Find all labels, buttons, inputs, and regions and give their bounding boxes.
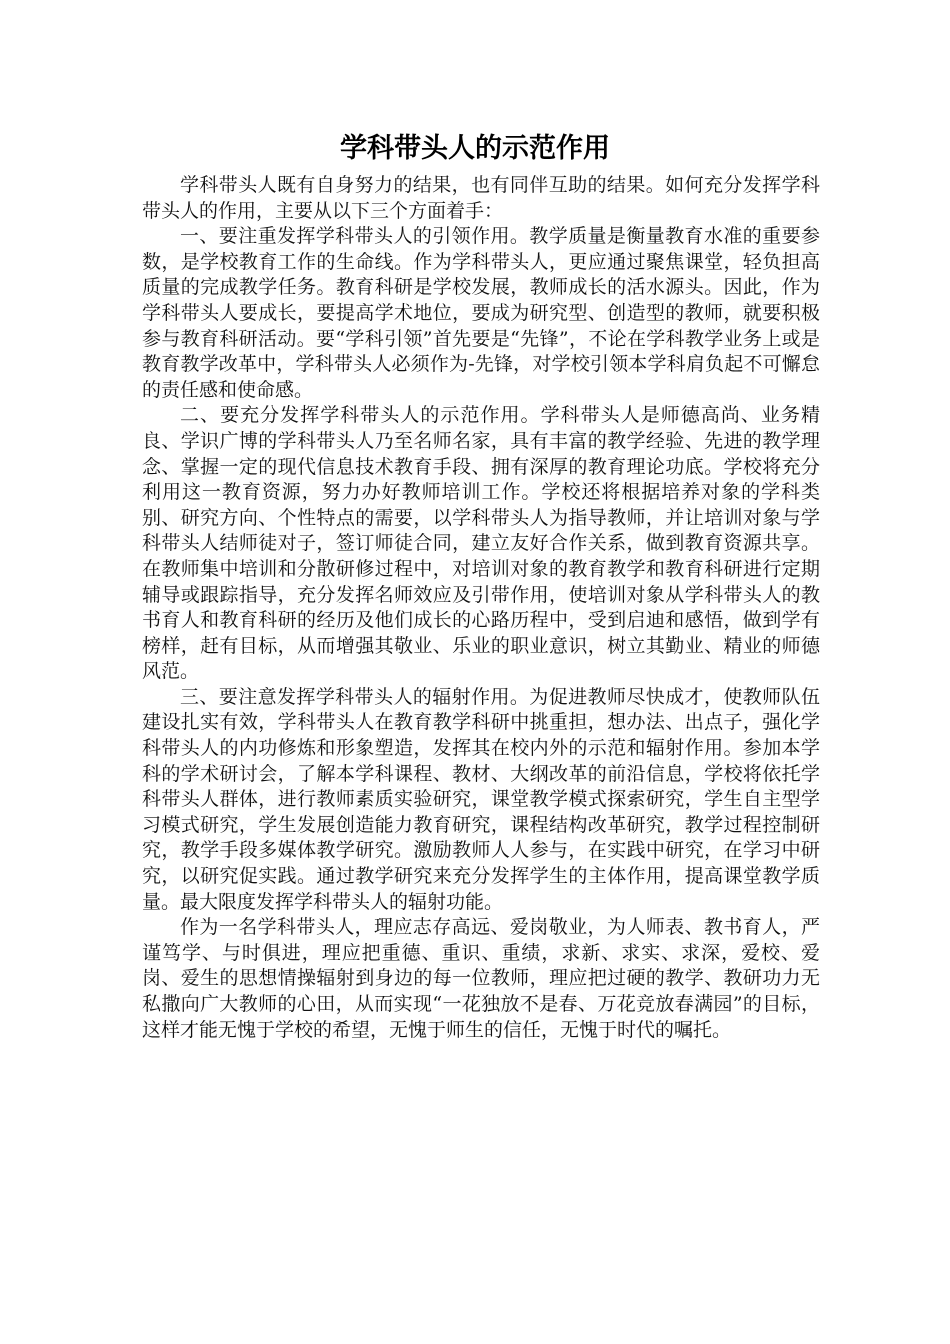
document-title: 学科带头人的示范作用 xyxy=(340,133,610,164)
document-body xyxy=(142,173,820,1043)
paragraph-conclusion: 作为一名学科带头人，理应志存高远、爱岗敬业，为人师表、教书育人，严谨笃学、与时俱进，理应把重德、重识、重绩，求新、求实、求深，爱校、爱岗、爱生的思想情操辐射到身边的每一位教师，理应把过硬的教学、教研功力无私撒向广大教师的心田，从而实现“一花独放不是春、万花竞放春满园”的目标，这样才能无愧于学校的希望，无愧于师生的信任，无愧于时代的嘱托。 xyxy=(142,916,820,1041)
paragraph-model-role: 二、要充分发挥学科带头人的示范作用。学科带头人是师德高尚、业务精良、学识广博的学科带头人乃至名师名家，具有丰富的教学经验、先进的教学理念、掌握一定的现代信息技术教育手段、拥有深厚的教育理论功底。学校将充分利用这一教育资源，努力办好教师培训工作。学校还将根据培养对象的学科类别、研究方向、个性特点的需要，以学科带头人为指导教师，并让培训对象与学科带头人结师徒对子，签订师徒合同，建立友好合作关系，做到教育资源共享。在教师集中培训和分散研修过程中，对培训对象的教育教学和教育科研进行定期辅导或跟踪指导，充分发挥名师效应及引带作用，使培训对象从学科带头人的教书育人和教育科研的经历及他们成长的心路历程中，受到启迪和感悟，做到学有榜样，赶有目标，从而增强其敬业、乐业的职业意识，树立其勤业、精业的师德风范。 xyxy=(142,404,820,683)
paragraph-lead-role: 一、要注重发挥学科带头人的引领作用。教学质量是衡量教育水准的重要参数，是学校教育工作的生命线。作为学科带头人，更应通过聚焦课堂，轻负担高质量的完成教学任务。教育科研是学校发展，教师成长的活水源头。因此，作为学科带头人要成长，要提高学术地位，要成为研究型、创造型的教师，就要积极参与教育科研活动。要“学科引领”首先要是“先锋”，不论在学科教学业务上或是教育教学改革中，学科带头人必须作为-先锋，对学校引领本学科肩负起不可懈怠的责任感和使命感。 xyxy=(142,225,820,401)
paragraph-radiating-role: 三、要注意发挥学科带头人的辐射作用。为促进教师尽快成才，使教师队伍建设扎实有效，学科带头人在教育教学科研中挑重担，想办法、出点子，强化学科带头人的内功修炼和形象塑造，发挥其在校内外的示范和辐射作用。参加本学科的学术研讨会，了解本学科课程、教材、大纲改革的前沿信息，学校将依托学科带头人群体，进行教师素质实验研究，课堂教学模式探索研究，学生自主型学习模式研究，学生发展创造能力教育研究，课程结构改革研究，教学过程控制研究，教学手段多媒体教学研究。激励教师人人参与，在实践中研究，在学习中研究，以研究促实践。通过教学研究来充分发挥学生的主体作用，提高课堂教学质量。最大限度发挥学科带头人的辐射功能。 xyxy=(142,685,820,913)
paragraph-intro: 学科带头人既有自身努力的结果，也有同伴互助的结果。如何充分发挥学科带头人的作用，主要从以下三个方面着手： xyxy=(142,174,820,222)
